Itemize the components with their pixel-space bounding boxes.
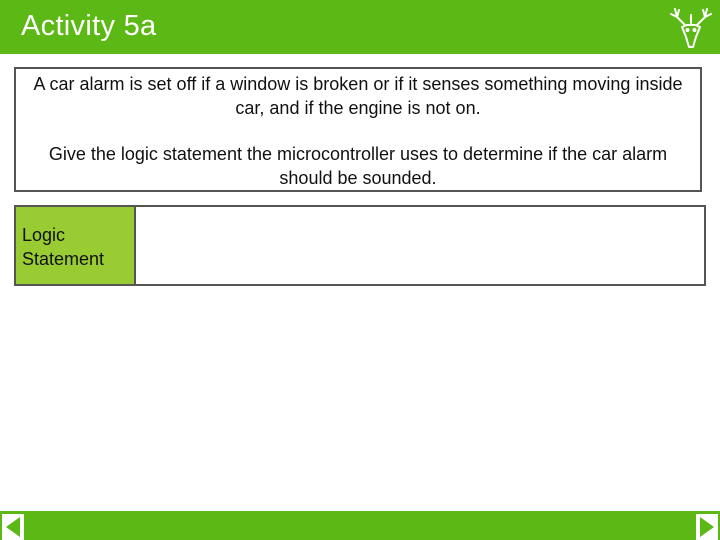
answer-row xyxy=(14,205,706,286)
question-box xyxy=(14,67,702,192)
logic-statement-answer-field[interactable] xyxy=(134,205,706,286)
answer-label-line-2: Statement xyxy=(22,249,105,269)
question-paragraph-1: A car alarm is set off if a window is broken or if it senses something moving inside car, and if the engine is not on. xyxy=(33,74,683,118)
stag-head-logo-icon xyxy=(668,3,714,51)
triangle-right-icon[interactable] xyxy=(696,514,718,540)
footer-bar xyxy=(0,511,720,540)
slide-title: Activity 5a xyxy=(21,10,157,42)
triangle-left-icon[interactable] xyxy=(2,514,24,540)
header-bar xyxy=(0,0,720,54)
question-paragraph-2: Give the logic statement the microcontroller uses to determine if the car alarm should be sounded. xyxy=(48,144,668,188)
answer-label-line-1: Logic xyxy=(22,225,66,245)
answer-label xyxy=(14,205,136,286)
